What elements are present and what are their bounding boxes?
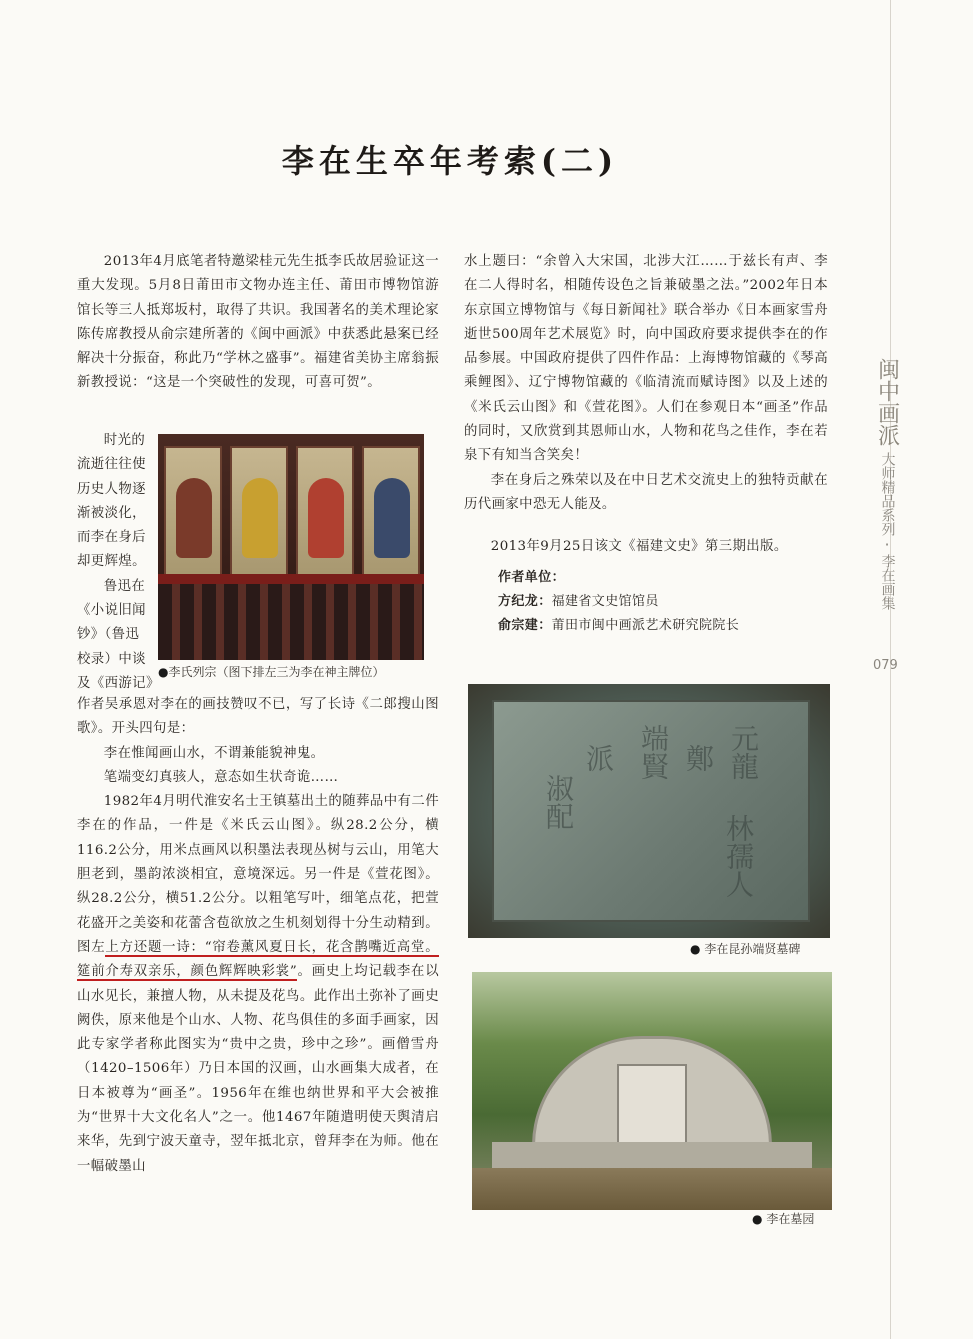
portrait-figure — [242, 478, 278, 558]
author-name: 俞宗建： — [498, 617, 552, 633]
right-column — [464, 250, 828, 638]
wrap-line: 流逝往往使 — [77, 457, 146, 473]
wrap-line: 及《西游记》 — [77, 675, 160, 691]
wrap-line: 时光的 — [103, 433, 146, 448]
wrap-line: 校录）中谈 — [77, 651, 146, 667]
photo-tomb — [472, 972, 832, 1210]
portrait-panel — [362, 446, 420, 576]
intro-paragraph: 2013年4月底笔者特邀梁桂元先生抵李氏故居验证这一重大发现。5月8日莆田市文物办连主任、莆田市博物馆游馆长等三人抵郑坂村，取得了共识。我国著名的美术理论家陈传席教授从俞宗建所著的《闽中画派》中获悉此悬案已经解决十分振奋，称此乃“学林之盛事”。福建省美协主席翁振新教授说：“这是一个突破性的发现，可喜可贺”。 — [77, 254, 439, 391]
author-name: 方纪龙： — [498, 593, 552, 609]
poem-line: 李在惟闻画山水，不谓兼能貌神鬼。 — [103, 745, 325, 761]
tablet-glyph: 元龍 — [727, 724, 760, 780]
author-block — [464, 566, 828, 638]
wrap-line: 钞》（鲁迅 — [77, 627, 140, 643]
author-row — [498, 590, 828, 614]
tomb-stele — [617, 1064, 687, 1146]
highlighted-poem-1: 上方还题一诗：“帘卷薰风夏日长，花含鹊嘴近高 — [105, 939, 411, 955]
photo-tablet-caption: ● 李在昆孙端贤墓碑 — [690, 942, 801, 956]
poem-line: 笔端变幻真骇人，意态如生状奇诡…… — [103, 769, 339, 785]
author-unit: 福建省文史馆馆员 — [551, 593, 659, 609]
wrap-line: 《小说旧闻 — [77, 603, 146, 619]
caption-bullet-icon: ● — [158, 665, 169, 679]
portrait-figure — [308, 478, 344, 558]
tablet-glyph: 鄭 — [682, 744, 715, 772]
wrap-line: 却更辉煌。 — [77, 554, 146, 570]
caption-bullet-icon: ● — [690, 942, 701, 956]
tablet-glyph: 林孺人 — [722, 814, 755, 898]
left-column-lower — [77, 693, 439, 1179]
wrap-line: 鲁迅在 — [103, 578, 146, 594]
tablet-glyph: 派 — [582, 744, 615, 772]
portrait-figure — [374, 478, 410, 558]
wrap-line: 而李在身后 — [77, 530, 146, 546]
portrait-panel — [164, 446, 222, 576]
portrait-panel — [230, 446, 288, 576]
right-paragraph-2: 李在身后之殊荣以及在中日艺术交流史上的独特贡献在历代画家中恐无人能及。 — [464, 472, 828, 512]
photo-ancestors-caption: ●李氏列宗（图下排左三为李在神主牌位） — [158, 665, 385, 679]
photo-ancestors — [158, 434, 424, 660]
caption-bullet-icon: ● — [752, 1212, 763, 1226]
side-series-marker — [872, 358, 902, 610]
left-column-intro — [77, 250, 439, 396]
tablet-glyph: 端賢 — [637, 724, 670, 780]
side-separator-dot: · — [884, 535, 890, 554]
photo-ancestors-figure — [158, 434, 424, 680]
wrap-text — [77, 429, 160, 696]
article-title: 李在生卒年考索(二) — [281, 142, 619, 180]
wrap-line: 历史人物逐 — [77, 481, 146, 497]
right-paragraph-1: 水上题曰：“余曾入大宋国，北涉大江……于兹长有声、李在二人得时名，相随传设色之旨兼破墨之法。”2002年日本东京国立博物馆与《每日新闻社》联合举办《日本画家雪舟逝世500周年艺术展览》时，向中国政府要求提供李在的作品参展。中国政府提供了四件作品：上海博物馆藏的《琴高乘鲤图》、辽宁博物馆藏的《临清流而赋诗图》以及上述的《米氏云山图》和《萱花图》。人们在参观日本“画圣”作品的同时，又欣赏到其恩师山水，人物和花鸟之佳作，李在若泉下有知当含笑矣！ — [464, 254, 828, 464]
paragraph-1982: 1982年4月明代淮安名士王镇墓出土的随葬品中有二件李在的作品，一件是《米氏云山图》。纵28.2公分，横116.2公分，用米点画风以积墨法表现丛树与云山，用笔大胆老到，墨韵浓淡相宜，意境深远。另一件是《萱花图》。纵28.2公分，横51.2公分。以粗笔写叶，细笔点花，把萱花盛开之美姿和花蕾含苞欲放之生机刻划得十分生动精到。图左上方还题一诗：“帘卷薰风夏日长，花含鹊嘴近高堂。筵前介寿双亲乐，颜色辉辉映彩裳”。画史上均记载李在以山水见长，兼擅人物，从未提及花鸟。此作出土弥补了画史阙佚，原来他是个山水、人物、花鸟俱佳的多面手画家，因此专家学者称此图实为“贵中之贵，珍中之珍”。画僧雪舟（1420–1506年）乃日本国的汉画，山水画集大成者，在日本被尊为“画圣”。1956年在维也纳世界和平大会被推为“世界十大文化名人”之一。他1467年随遣明使天舆清启来华，先到宁波天童寺，翌年抵北京，曾拜李在为师。他在一幅破墨山 — [77, 794, 440, 1174]
page-number: 079 — [873, 658, 898, 673]
continue-paragraph: 作者吴承恩对李在的画技赞叹不已，写了长诗《二郎搜山图歌》。开头四句是： — [77, 697, 439, 737]
author-row — [498, 614, 828, 638]
tomb-base — [492, 1142, 812, 1168]
tablet-glyph: 淑配 — [542, 774, 575, 830]
portrait-panel — [296, 446, 354, 576]
tomb-ground — [472, 1168, 832, 1210]
side-series-label: 大师精品系列 — [879, 452, 896, 536]
side-book-label: 李在画集 — [879, 554, 896, 610]
photo-tablet — [468, 684, 830, 938]
side-brand-logo: 闽中画派 — [874, 358, 900, 446]
photo-tomb-caption: ● 李在墓园 — [752, 1212, 815, 1226]
publication-note: 2013年9月25日该文《福建文史》第三期出版。 — [490, 539, 788, 555]
portrait-figure — [176, 478, 212, 558]
altar-tablets — [158, 584, 424, 660]
wrap-line: 渐被淡化， — [77, 505, 146, 521]
author-label: 作者单位： — [498, 569, 566, 585]
author-unit: 莆田市闽中画派艺术研究院院长 — [551, 617, 740, 633]
highlighted-poem-2: 堂。筵前介寿双亲乐，颜色辉辉映彩裳” — [77, 939, 439, 980]
